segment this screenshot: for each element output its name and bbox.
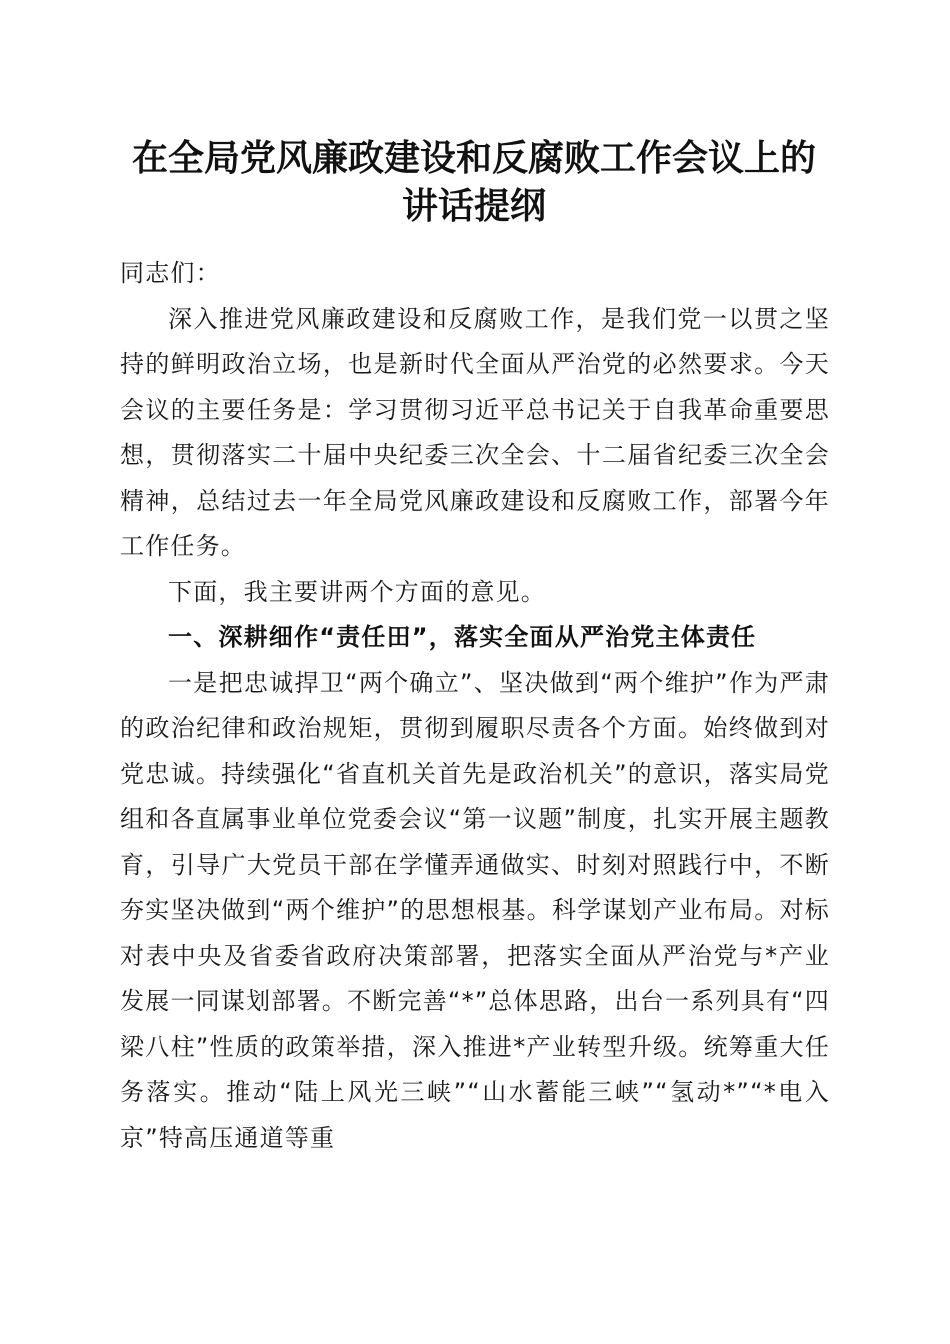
salutation: 同志们： (120, 259, 221, 287)
section-heading: 一、深耕细作“责任田”，落实全面从严治党主体责任 (168, 623, 757, 651)
transition-paragraph: 下面，我主要讲两个方面的意见。 (168, 577, 546, 606)
intro-paragraph: 深入推进党风廉政建设和反腐败工作，是我们党一以贯之坚持的鲜明政治立场，也是新时代全面从严治党的必然要求。今天会议的主要任务是：学习贯彻习近平总书记关于自我革命重要思想，贯彻落实二十届中央纪委三次全会、十二届省纪委三次全会精神，总结过去一年全局党风廉政建设和反腐败工作，部署今年工作任务。 (120, 304, 830, 560)
document-body (120, 251, 830, 1161)
document-title: 在全局党风廉政建设和反腐败工作会议上的讲话提纲 (131, 137, 816, 227)
section-paragraph: 一是把忠诚捍卫“两个确立”、坚决做到“两个维护”作为严肃的政治纪律和政治规矩，贯彻到履职尽责各个方面。始终做到对党忠诚。持续强化“省直机关首先是政治机关”的意识，落实局党组和各直属事业单位党委会议“第一议题”制度，扎实开展主题教育，引导广大党员干部在学懂弄通做实、时刻对照践行中，不断夯实坚决做到“两个维护”的思想根基。科学谋划产业布局。对标对表中央及省委省政府决策部署，把落实全面从严治党与*产业发展一同谋划部署。不断完善“*”总体思路，出台一系列具有“四梁八柱”性质的政策举措，深入推进*产业转型升级。统筹重大任务落实。推动“陆上风光三峡”“山水蓄能三峡”“氢动*”“*电入京”特高压通道等重 (120, 668, 830, 1152)
